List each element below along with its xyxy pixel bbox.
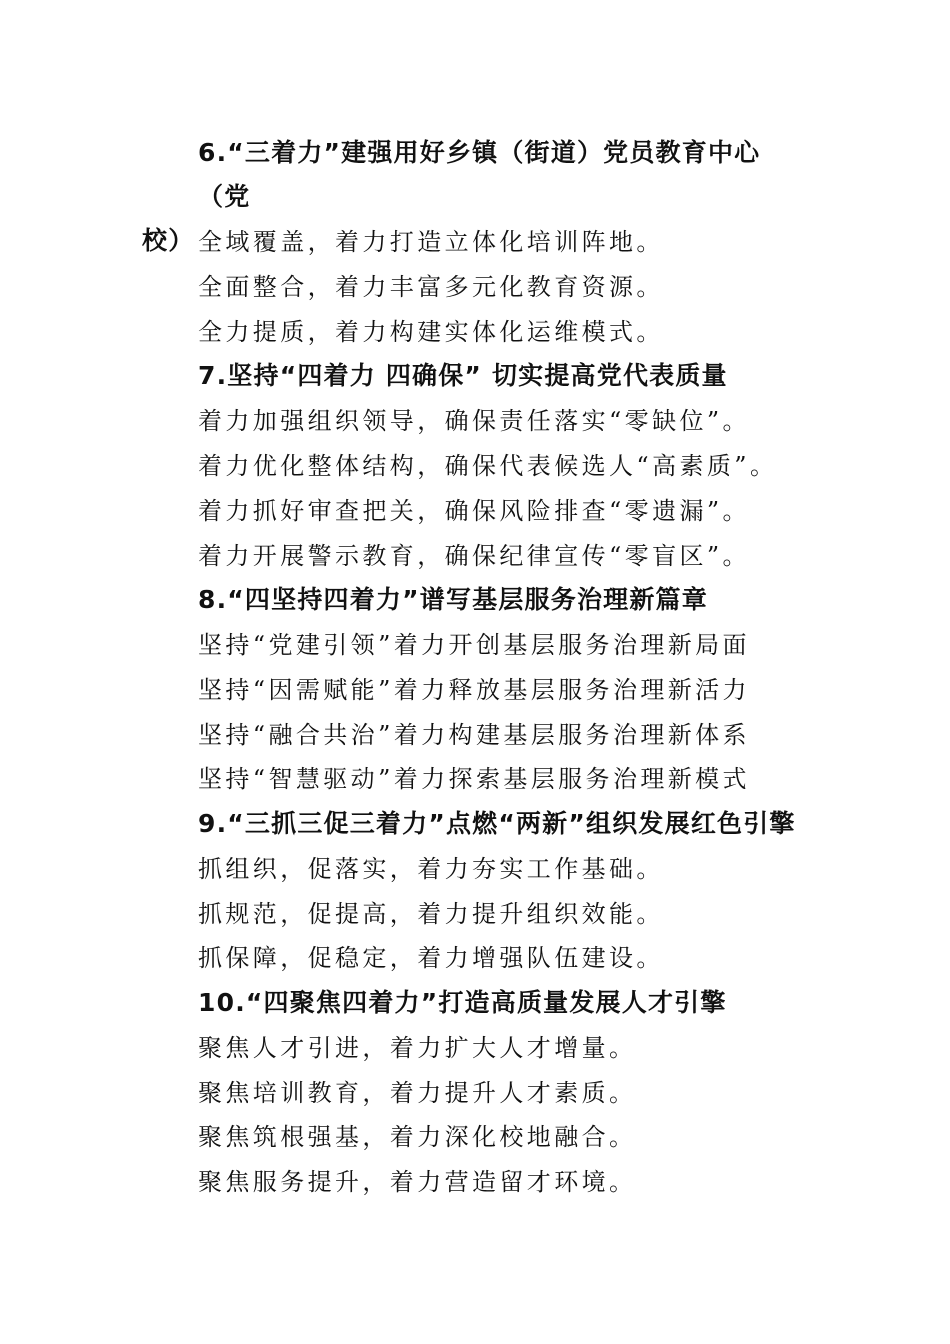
section-heading-7: 7.坚持“四着力 四确保” 切实提高党代表质量 — [198, 361, 728, 390]
section-8-line-2: 坚持“因需赋能”着力释放基层服务治理新活力 — [198, 676, 750, 704]
section-9-line-1: 抓组织，促落实，着力夯实工作基础。 — [198, 855, 664, 883]
section-7-line-4: 着力开展警示教育，确保纪律宣传“零盲区”。 — [198, 542, 750, 570]
section-10-line-2: 聚焦培训教育，着力提升人才素质。 — [198, 1079, 637, 1107]
section-7-line-3: 着力抓好审查把关，确保风险排查“零遗漏”。 — [198, 497, 750, 525]
section-7-line-1: 着力加强组织领导，确保责任落实“零缺位”。 — [198, 407, 750, 435]
section-6-line-2: 全面整合，着力丰富多元化教育资源。 — [198, 273, 664, 301]
section-6-line-3: 全力提质，着力构建实体化运维模式。 — [198, 318, 664, 346]
section-8-line-1: 坚持“党建引领”着力开创基层服务治理新局面 — [198, 631, 750, 659]
section-10-line-3: 聚焦筑根强基，着力深化校地融合。 — [198, 1123, 637, 1151]
section-8-line-3: 坚持“融合共治”着力构建基层服务治理新体系 — [198, 721, 750, 749]
section-10-line-4: 聚焦服务提升，着力营造留才环境。 — [198, 1168, 637, 1196]
section-heading-9: 9.“三抓三促三着力”点燃“两新”组织发展红色引擎 — [198, 809, 796, 838]
section-heading-8: 8.“四坚持四着力”谱写基层服务治理新篇章 — [198, 585, 708, 614]
section-8-line-4: 坚持“智慧驱动”着力探索基层服务治理新模式 — [198, 765, 750, 793]
section-heading-6-continuation: 校） — [142, 226, 195, 255]
section-heading-10: 10.“四聚焦四着力”打造高质量发展人才引擎 — [198, 988, 727, 1017]
section-heading-6-text: 6.“三着力”建强用好乡镇（街道）党员教育中心（党 — [198, 138, 761, 211]
section-10-line-1: 聚焦人才引进，着力扩大人才增量。 — [198, 1034, 637, 1062]
section-9-line-3: 抓保障，促稳定，着力增强队伍建设。 — [198, 944, 664, 972]
section-9-line-2: 抓规范，促提高，着力提升组织效能。 — [198, 900, 664, 928]
section-6-line-1: 全域覆盖，着力打造立体化培训阵地。 — [198, 228, 664, 256]
section-7-line-2: 着力优化整体结构，确保代表候选人“高素质”。 — [198, 452, 778, 480]
